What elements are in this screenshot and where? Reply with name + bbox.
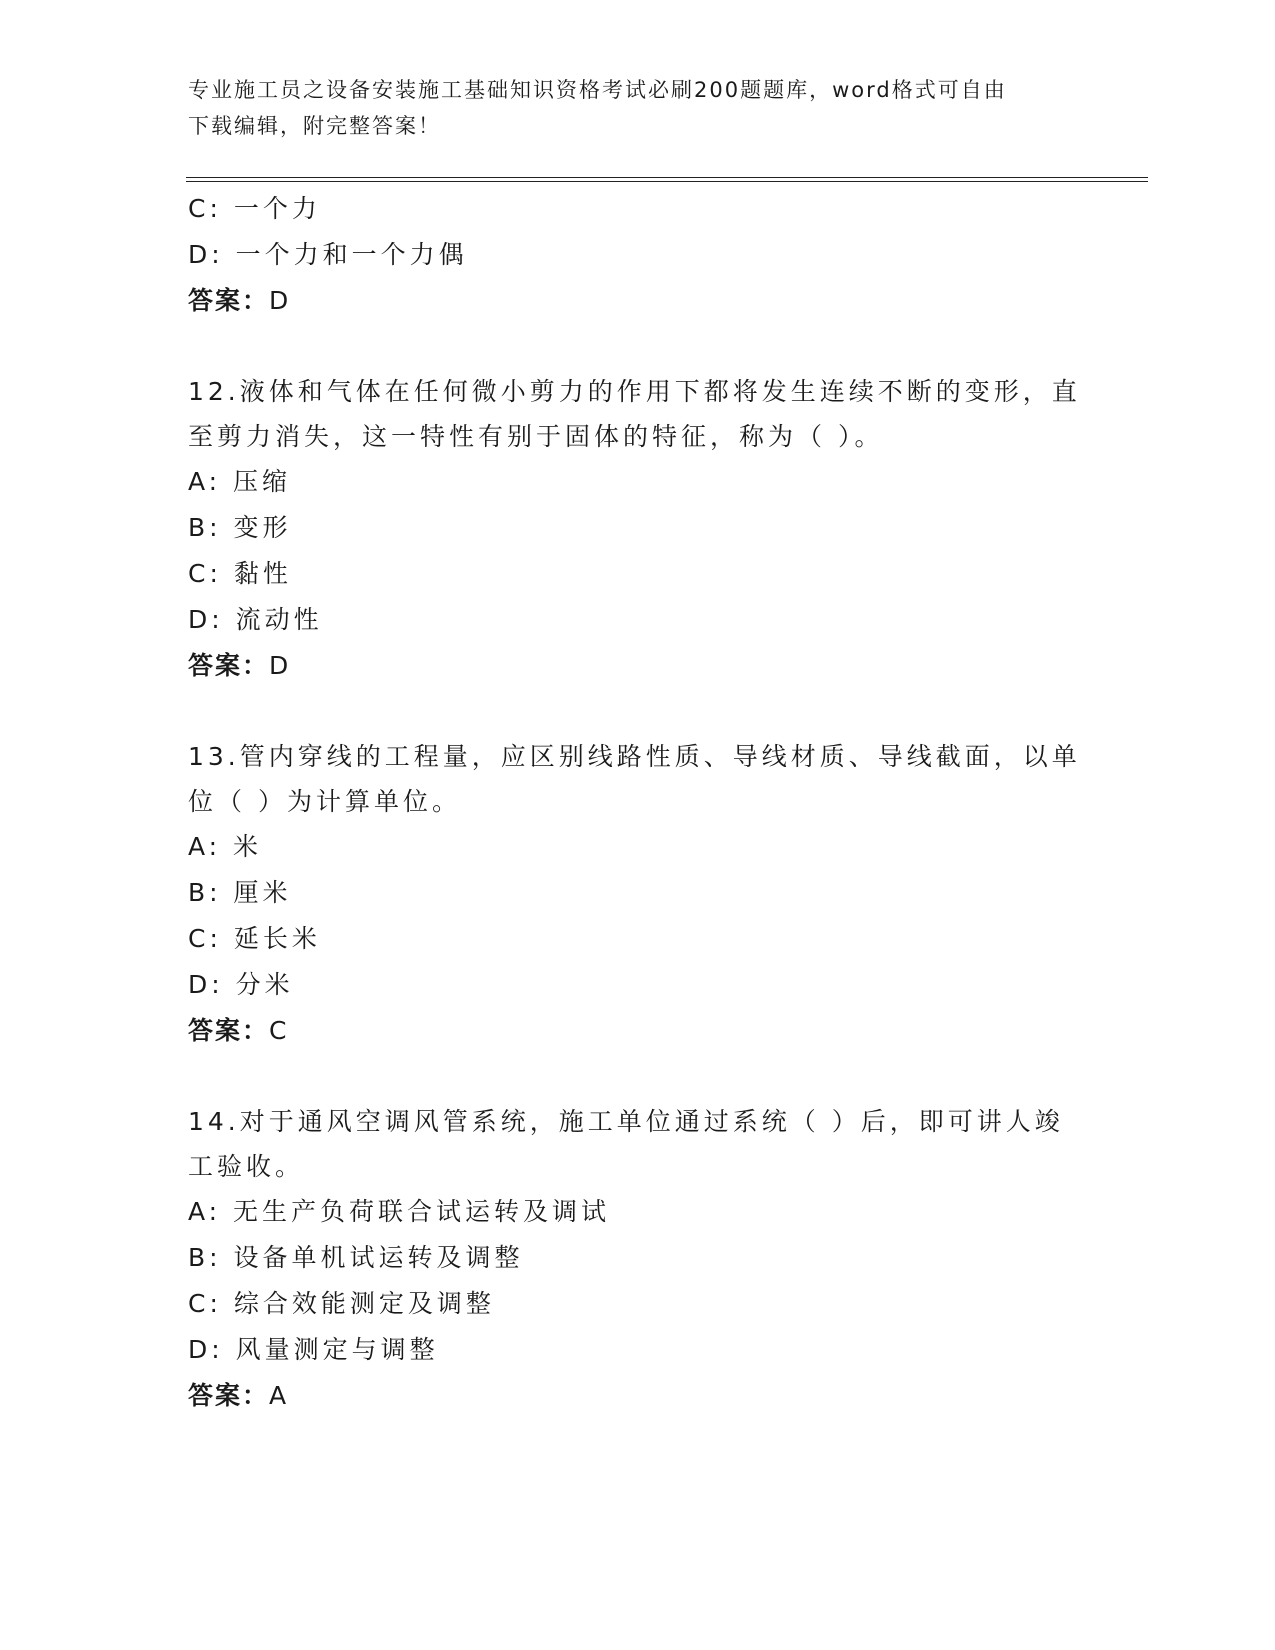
answer-value: D	[269, 651, 293, 680]
option-c: C: 延长米	[188, 924, 321, 953]
continued-question	[188, 186, 1088, 324]
option-b: B: 变形	[188, 513, 292, 542]
question-12	[188, 369, 1088, 689]
option-a: A: 米	[188, 832, 263, 861]
document-header	[188, 72, 1068, 144]
answer-label: 答案：	[188, 651, 270, 680]
question-content	[188, 186, 1088, 1419]
question-text-line: 位（ ）为计算单位。	[188, 787, 461, 816]
answer-label: 答案：	[188, 1016, 270, 1045]
header-line-1: 专业施工员之设备安装施工基础知识资格考试必刷200题题库，word格式可自由	[188, 78, 1007, 102]
question-text-line: 工验收。	[188, 1152, 305, 1181]
option-d: D: 分米	[188, 970, 294, 999]
option-b: B: 厘米	[188, 878, 292, 907]
option-b: B: 设备单机试运转及调整	[188, 1243, 524, 1272]
question-text	[188, 1099, 1088, 1189]
option-c: C: 黏性	[188, 559, 292, 588]
header-divider	[186, 177, 1148, 182]
question-text-line: 13.管内穿线的工程量，应区别线路性质、导线材质、导线截面，以单	[188, 742, 1081, 771]
question-14	[188, 1099, 1088, 1419]
question-text-line: 14.对于通风空调风管系统，施工单位通过系统（ ）后，即可讲人竣	[188, 1107, 1064, 1136]
answer-line	[188, 278, 1088, 324]
question-text	[188, 369, 1088, 459]
answer-line	[188, 643, 1088, 689]
question-text-line: 至剪力消失，这一特性有别于固体的特征，称为（ ）。	[188, 422, 884, 451]
answer-label: 答案：	[188, 1381, 270, 1410]
option-d: D: 流动性	[188, 605, 323, 634]
option-a: A: 无生产负荷联合试运转及调试	[188, 1197, 611, 1226]
header-line-2: 下载编辑，附完整答案！	[188, 114, 441, 138]
option-a: A: 压缩	[188, 467, 292, 496]
answer-value: A	[269, 1381, 291, 1410]
answer-line	[188, 1008, 1088, 1054]
answer-value: C	[269, 1016, 291, 1045]
option-c: C: 一个力	[188, 194, 321, 223]
question-13	[188, 734, 1088, 1054]
option-d: D: 一个力和一个力偶	[188, 240, 468, 269]
answer-line	[188, 1373, 1088, 1419]
question-text-line: 12.液体和气体在任何微小剪力的作用下都将发生连续不断的变形，直	[188, 377, 1081, 406]
answer-value: D	[269, 286, 293, 315]
option-d: D: 风量测定与调整	[188, 1335, 439, 1364]
option-c: C: 综合效能测定及调整	[188, 1289, 495, 1318]
question-text	[188, 734, 1088, 824]
answer-label: 答案：	[188, 286, 270, 315]
